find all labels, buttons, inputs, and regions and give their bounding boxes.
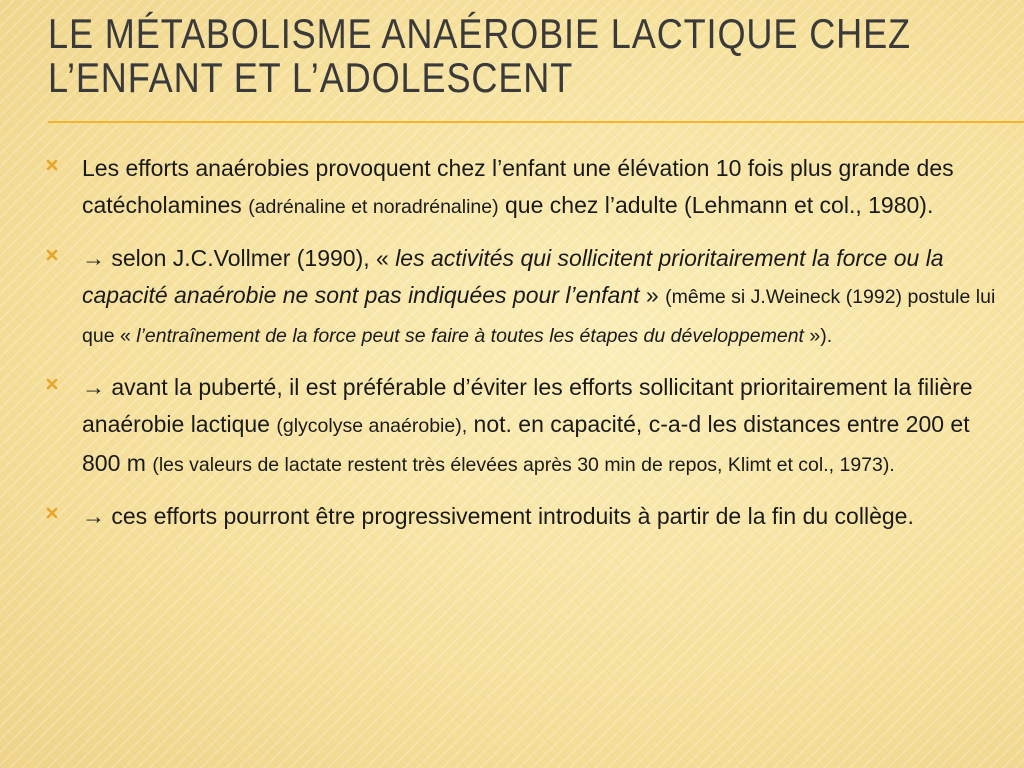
x-cross-icon (46, 369, 82, 397)
bullet-item-vollmer (46, 240, 996, 355)
x-cross-icon (46, 150, 82, 178)
bullet-text: → selon J.C.Vollmer (1990), « les activités qui sollicitent prioritairement la force ou la capacité anaérobie ne sont pas indiquées pour l’enfant » (même si J.Weineck (1992) postule lui que « l’entraînement de la force peut se faire à toutes les étapes du développement »). (82, 245, 996, 347)
title-underline (48, 121, 1024, 123)
x-cross-icon (46, 498, 82, 526)
bullet-list (46, 150, 996, 535)
bullet-text: → avant la puberté, il est préférable d’éviter les efforts sollicitant prioritairement la filière anaérobie lactique (glycolyse anaérobie), not. en capacité, c-a-d les distances entre 200 et 800 m (les valeurs de lactate restent très élevées après 30 min de repos, Klimt et col., 1973). (82, 374, 973, 476)
arrow-icon: → (82, 503, 105, 529)
bullet-item-college (46, 498, 996, 535)
arrow-icon: → (82, 245, 105, 271)
bullet-item-puberte (46, 369, 996, 484)
arrow-icon: → (82, 374, 105, 400)
slide-title (48, 12, 994, 100)
bullet-item-catecholamines (46, 150, 996, 226)
title-line-1: LE MÉTABOLISME ANAÉROBIE LACTIQUE CHEZ (48, 10, 911, 57)
bullet-text: → ces efforts pourront être progressivement introduits à partir de la fin du collège. (82, 503, 914, 529)
x-cross-icon (46, 240, 82, 268)
title-line-2: L’ENFANT ET L’ADOLESCENT (48, 54, 574, 101)
bullet-text: Les efforts anaérobies provoquent chez l’enfant une élévation 10 fois plus grande des catécholamines (adrénaline et noradrénaline) que chez l’adulte (Lehmann et col., 1980). (82, 155, 954, 218)
